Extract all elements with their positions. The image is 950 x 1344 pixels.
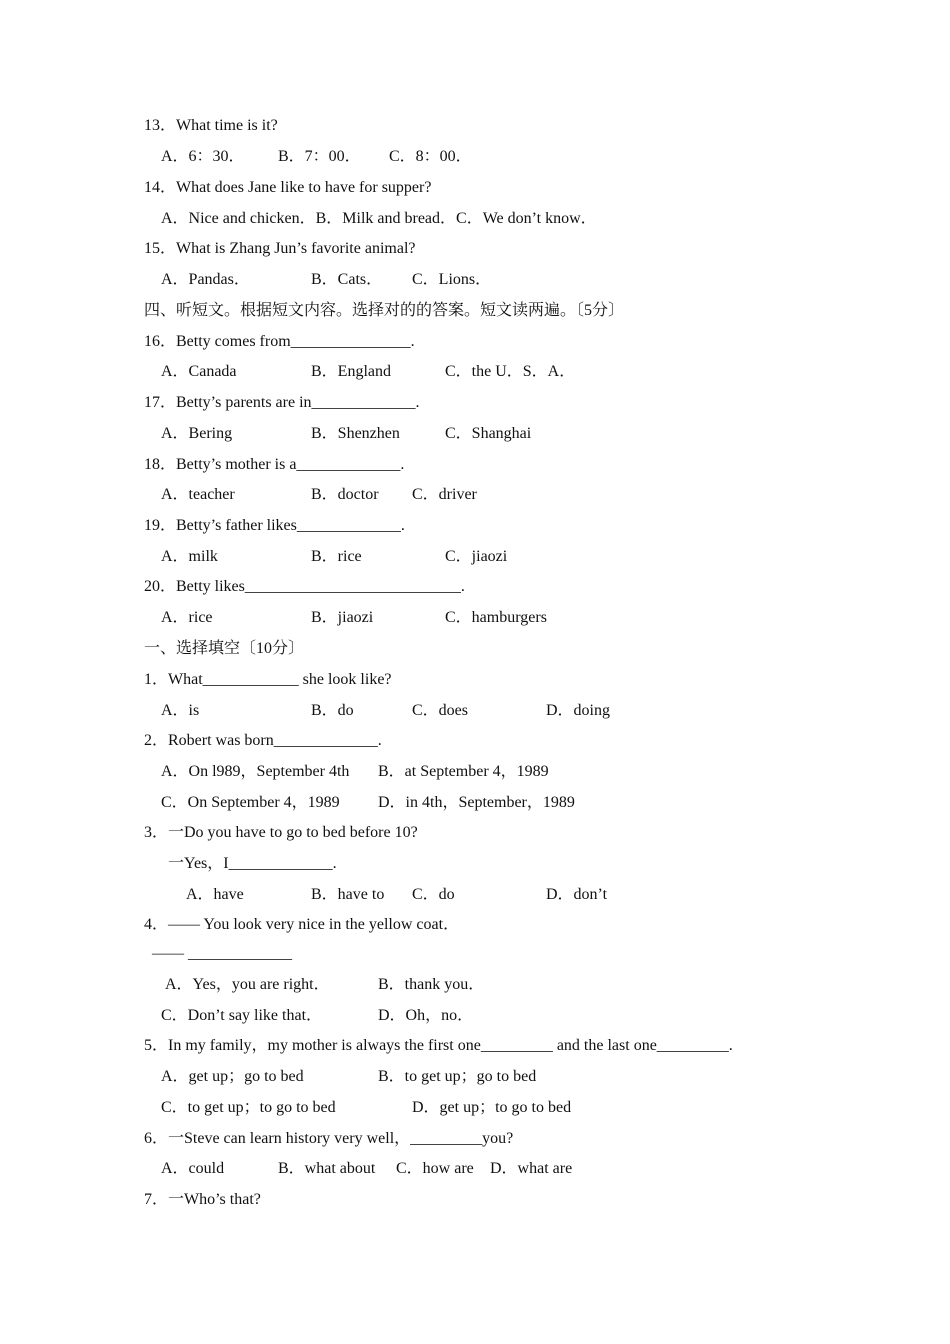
question-18-options [0, 484, 477, 506]
option-c: C．hamburgers [445, 609, 547, 626]
question-6-options [0, 1158, 573, 1180]
option-a: A．teacher [161, 486, 235, 503]
question-15 [144, 238, 416, 260]
question-5-options-ab [0, 1066, 537, 1088]
option-a: A．have [186, 886, 244, 903]
option-b: B．Cats． [311, 271, 383, 288]
question-text: 6．一Steve can learn history very well，_________you? [144, 1130, 514, 1147]
option-b: B．jiaozi [311, 609, 374, 626]
section-4-heading [144, 300, 625, 322]
question-text: 5．In my family，my mother is always the first one_________ and the last one_________. [144, 1037, 733, 1054]
option-b: B．Shenzhen [311, 425, 400, 442]
question-7 [144, 1189, 261, 1211]
option-b: B．to get up；go to bed [378, 1068, 537, 1085]
option-c: C．jiaozi [445, 548, 508, 565]
option-d: D．get up；to go to bed [412, 1099, 572, 1116]
option-a: A．is [161, 702, 200, 719]
question-3 [144, 822, 418, 844]
question-15-options [0, 269, 492, 291]
question-17 [144, 392, 420, 414]
question-1-options [0, 700, 611, 722]
question-4 [144, 914, 460, 936]
option-b: B．rice [311, 548, 362, 565]
option-a: A．Bering [161, 425, 233, 442]
question-text: 2．Robert was born_____________. [144, 732, 382, 749]
question-6 [144, 1128, 514, 1150]
option-d: D．in 4th，September，1989 [378, 794, 575, 811]
question-text: 3．一Do you have to go to bed before 10? [144, 824, 418, 841]
question-19-options [0, 546, 508, 568]
question-19 [144, 515, 405, 537]
question-text: 19．Betty’s father likes_____________. [144, 517, 405, 534]
option-c: C．Shanghai [445, 425, 532, 442]
question-14-options [161, 208, 597, 230]
question-text: 14．What does Jane like to have for supper? [144, 179, 432, 196]
question-2-options-ab [0, 761, 549, 783]
question-text: 4．—— You look very nice in the yellow coat． [144, 916, 460, 933]
section-1-heading [144, 638, 305, 660]
question-3-reply [168, 853, 337, 875]
question-4-options-cd [0, 1005, 474, 1027]
question-5-options-cd [0, 1097, 572, 1119]
question-20 [144, 576, 465, 598]
option-d: D．doing [546, 702, 611, 719]
heading-text: 四、听短文。根据短文内容。选择对的的答案。短文读两遍。〔5分〕 [144, 302, 625, 319]
question-2 [144, 730, 382, 752]
option-a: A．get up；go to bed [161, 1068, 304, 1085]
question-18 [144, 454, 405, 476]
option-b: B．do [311, 702, 354, 719]
reply-text: —— _____________ [152, 945, 292, 962]
question-text: 17．Betty’s parents are in_____________. [144, 394, 420, 411]
option-d: D．don’t [546, 886, 608, 903]
option-b: B．7：00． [278, 148, 361, 165]
heading-text: 一、选择填空〔10分〕 [144, 640, 305, 657]
option-c: C．the U．S．A． [445, 363, 576, 380]
question-4-options-ab [0, 974, 485, 996]
option-c: C．On September 4，1989 [161, 794, 340, 811]
option-d: D．Oh，no． [378, 1007, 474, 1024]
question-text: 15．What is Zhang Jun’s favorite animal? [144, 240, 416, 257]
question-1 [144, 669, 392, 691]
question-13-options [0, 146, 472, 168]
question-20-options [0, 607, 547, 629]
option-a: A．On l989，September 4th [161, 763, 350, 780]
option-c: C．Don’t say like that． [161, 1007, 323, 1024]
question-text: 16．Betty comes from_______________. [144, 333, 415, 350]
option-a: A．rice [161, 609, 213, 626]
option-a: A．6：30． [161, 148, 245, 165]
option-b: B．doctor [311, 486, 379, 503]
option-b: B．England [311, 363, 391, 380]
option-c: C．Lions． [412, 271, 492, 288]
option-a: A．Yes，you are right． [165, 976, 330, 993]
question-17-options [0, 423, 532, 445]
option-c: C．8：00． [389, 148, 472, 165]
question-text: 13．What time is it? [144, 117, 278, 134]
option-a: A．Canada [161, 363, 237, 380]
option-b: B．thank you． [378, 976, 485, 993]
question-text: 18．Betty’s mother is a_____________. [144, 456, 405, 473]
question-4-reply [152, 943, 292, 965]
option-c: C．do [412, 886, 455, 903]
question-16 [144, 331, 415, 353]
question-5 [144, 1035, 733, 1057]
option-b: B．at September 4，1989 [378, 763, 549, 780]
option-line: A．Nice and chicken．B．Milk and bread．C．We don’t know． [161, 210, 597, 227]
reply-text: 一Yes，I_____________. [168, 855, 337, 872]
question-2-options-cd [0, 792, 575, 814]
option-c: C．does [412, 702, 469, 719]
option-c: C．driver [412, 486, 477, 503]
question-3-options [0, 884, 608, 906]
option-b: B．what about [278, 1160, 376, 1177]
option-a: A．could [161, 1160, 225, 1177]
option-b: B．have to [311, 886, 385, 903]
option-d: D．what are [490, 1160, 573, 1177]
option-c: C．how are [396, 1160, 474, 1177]
question-13 [144, 115, 278, 137]
question-text: 20．Betty likes___________________________. [144, 578, 465, 595]
option-a: A．Pandas． [161, 271, 250, 288]
question-14 [144, 177, 432, 199]
question-16-options [0, 361, 576, 383]
question-text: 1．What____________ she look like? [144, 671, 392, 688]
question-text: 7．一Who’s that? [144, 1191, 261, 1208]
option-a: A．milk [161, 548, 218, 565]
option-c: C．to get up；to go to bed [161, 1099, 336, 1116]
